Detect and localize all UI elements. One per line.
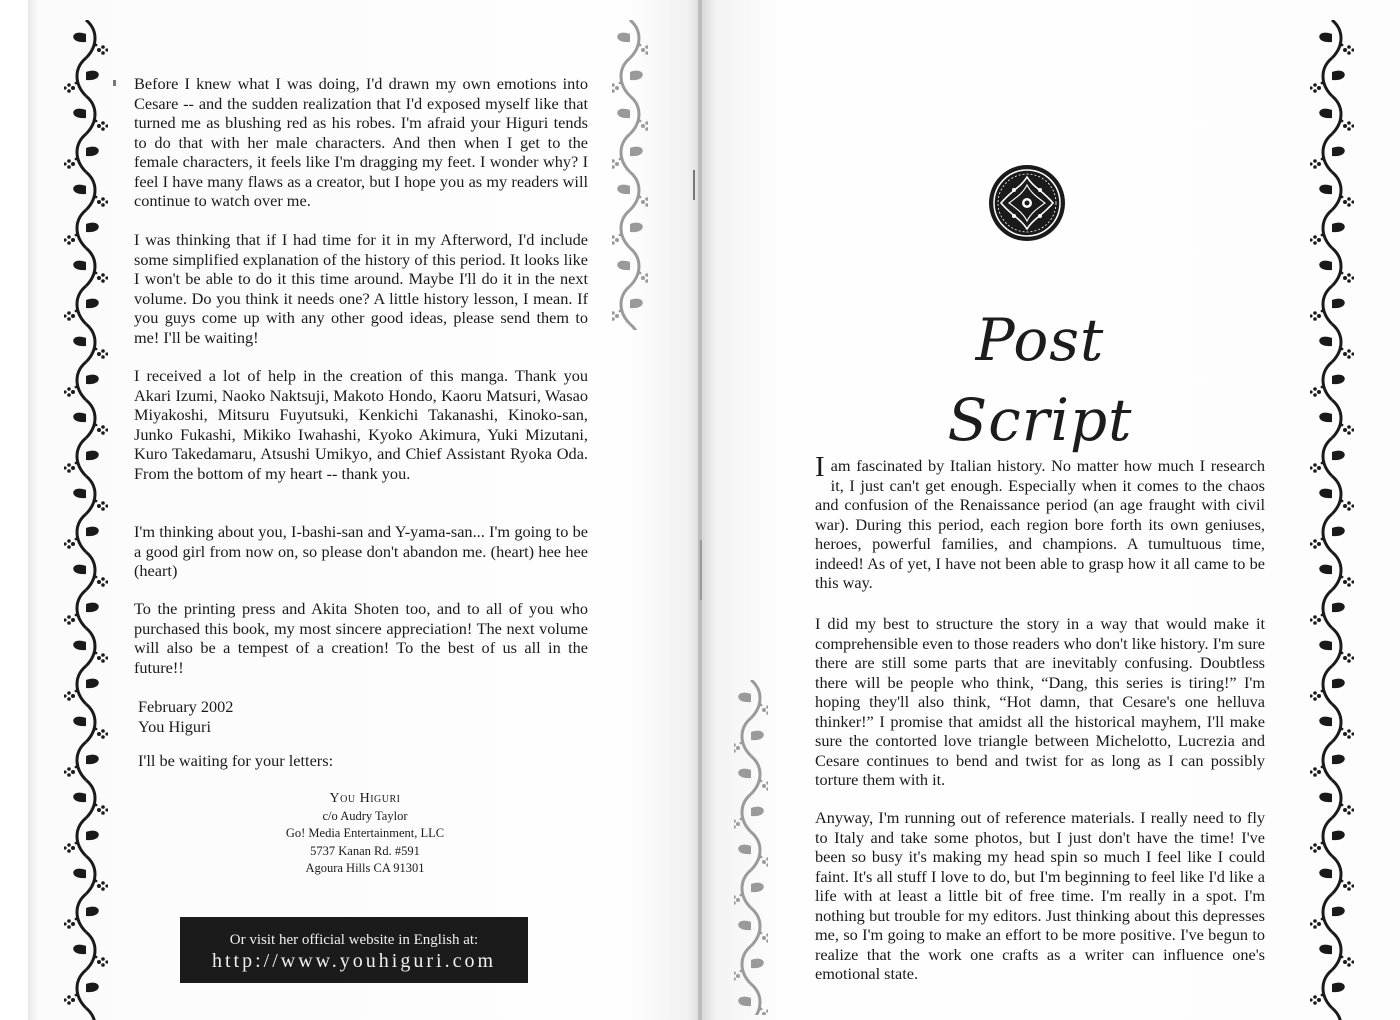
page-title: Post Script xyxy=(947,306,1133,454)
medallion-emblem-icon xyxy=(987,163,1067,243)
signature-author: You Higuri xyxy=(138,716,211,736)
mailing-address xyxy=(240,790,490,878)
faded-vine-border-icon xyxy=(612,20,648,330)
paragraph-text: I was thinking that if I had time for it in my Afterword, I'd include some simplified explanation of the history of this period. It looks like I won't be able to do it this time around. Maybe I'll do it in the next volume. Do you think it needs one? A little history lesson, I mean. If you guys come up with any other good ideas, please send them to me! I'll be waiting! xyxy=(134,230,588,347)
left-vine-svg xyxy=(64,20,108,1020)
left-paragraph-1 xyxy=(134,74,588,211)
right-vine-svg xyxy=(1310,20,1354,1020)
paragraph-text: I received a lot of help in the creation of this manga. Thank you Akari Izumi, Naoko Naktsuji, Makoto Hondo, Kaoru Matsuri, Wasao Miyakoshi, Mitsuru Fuyutsuki, Kenkichi Takanashi, Kinoko-san, Junko Fukashi, Mikiko Iwahashi, Kyoko Akimura, Yuki Mizutani, Kuro Takedamaru, Atsushi Umikyo, and Chief Assistant Ryoka Oda. From the bottom of my heart -- thank you. xyxy=(134,366,588,483)
website-banner xyxy=(180,917,528,983)
right-paragraph-2 xyxy=(815,614,1265,790)
drop-cap: I xyxy=(815,451,825,483)
right-paragraph-1 xyxy=(815,451,1265,593)
address-line-4: Agoura Hills CA 91301 xyxy=(305,861,425,875)
scan-mark xyxy=(700,540,702,600)
paragraph-text: Before I knew what I was doing, I'd drawn my own emotions into Cesare -- and the sudden realization that I'd exposed myself like that turned me as blushing red as his robes. I'm afraid your Higuri tends to do that with her male characters. And then when I get to the female characters, it feels like I'm dragging my feet. I wonder why? I feel I have many flaws as a creator, but I hope you as my readers will continue to watch over me. xyxy=(134,74,588,210)
letters-line: I'll be waiting for your letters: xyxy=(138,751,334,770)
left-paragraph-3 xyxy=(134,366,588,483)
paragraph-body: am fascinated by Italian history. No matter how much I research it, I just can't get enough. Especially when it comes to the chaos and confusion of the Renaissance period (an age fraught with civil war). During this period, each region bore forth its own geniuses, heroes, powerful families, and champions. A tumultuous time, indeed! As of yet, I have not been able to grasp how it all came to be this way. xyxy=(815,456,1265,592)
bullet-mark xyxy=(113,80,116,86)
right-vine-border-icon xyxy=(1310,20,1354,1020)
website-url[interactable]: http://www.youhiguri.com xyxy=(211,950,497,972)
medallion-svg xyxy=(987,163,1067,243)
paragraph-text xyxy=(815,451,1265,593)
paragraph-text: Anyway, I'm running out of reference materials. I really need to fly to Italy and take some photos, but I just don't have the time! I've been so busy it's making my head spin so much I feel like I could faint. It's all stuff I love to do, but I'm beginning to feel like I'd like a life with at least a little bit of free time. I'm really in a spot. I'm nothing but trouble for my editors. Just thinking about this depresses me, so I'm going to make an effort to be more positive. I've begun to realize that the work one crafts as a writer can influence one's emotional state. xyxy=(815,808,1265,983)
left-paragraph-5 xyxy=(134,599,588,677)
address-line-1: c/o Audry Taylor xyxy=(322,808,408,823)
signature-block xyxy=(138,697,233,736)
address-line-3: 5737 Kanan Rd. #591 xyxy=(310,843,420,858)
left-paragraph-4 xyxy=(134,522,588,581)
signature-date: February 2002 xyxy=(138,697,234,716)
scan-margin xyxy=(0,0,28,1020)
paragraph-text: I did my best to structure the story in a way that would make it comprehensible even to those readers who don't like history. I'm sure there are still some parts that are inevitably confusing. Doubtless there will be people who think, “Dang, this series is tiring!” I'm hoping they'll also think, “Hot damn, that Cesare's one helluva thinker!” I promise that amidst all the historical mayhem, I'll make sure the contorted love triangle between Michelotto, Lucrezia and Cesare continues to bend and twist for as long as I can possibly torture them with it. xyxy=(815,614,1265,789)
faded-vine-svg xyxy=(612,20,648,330)
left-paragraph-2 xyxy=(134,230,588,347)
faded-vine-lower-svg xyxy=(734,680,768,1015)
faded-vine-border-lower-icon xyxy=(734,680,768,1015)
left-vine-border-icon xyxy=(64,20,108,1020)
paragraph-text: To the printing press and Akita Shoten too, and to all of you who purchased this book, my most sincere appreciation! The next volume will also be a tempest of a creation! To the best of us all in the future!! xyxy=(134,599,588,677)
website-banner-caption: Or visit her official website in English at: xyxy=(229,932,479,948)
scan-mark xyxy=(693,170,695,200)
paragraph-text: I'm thinking about you, I-bashi-san and Y-yama-san... I'm going to be a good girl from now on, so please don't abandon me. (heart) hee hee (heart) xyxy=(134,522,588,580)
address-name: You Higuri xyxy=(329,791,401,806)
address-line-2: Go! Media Entertainment, LLC xyxy=(285,826,445,840)
right-paragraph-3 xyxy=(815,808,1265,984)
